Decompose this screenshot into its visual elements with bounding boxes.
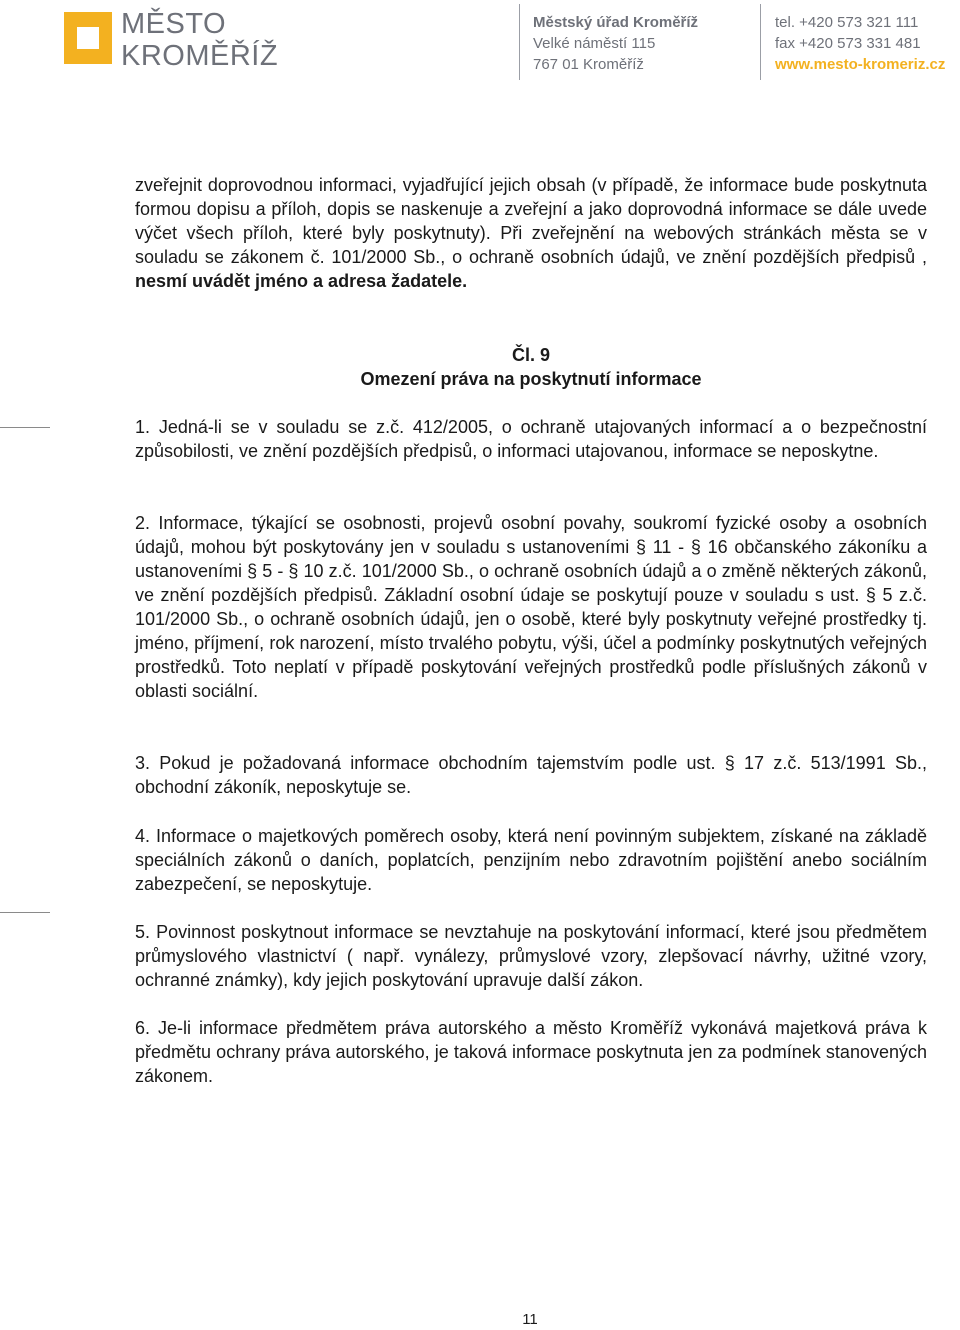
paragraph-3: 3. Pokud je požadovaná informace obchodním tajemstvím podle ust. § 17 z.č. 513/1991 Sb., obchodní zákoník, neposkytuje se. — [135, 753, 927, 797]
intro-paragraph — [135, 173, 927, 293]
phone: tel. +420 573 321 111 — [775, 14, 919, 31]
paragraph-6: 6. Je-li informace předmětem práva autorského a město Kroměříž vykonává majetková práva k předmětu ochrany práva autorského, je taková informace poskytnuta jen za podmínek stanovených zákonem. — [135, 1018, 927, 1086]
article-heading — [135, 343, 927, 391]
article-number: Čl. 9 — [511, 345, 550, 365]
paragraph-5: 5. Povinnost poskytnout informace se nevztahuje na poskytování informací, které jsou předmětem průmyslového vlastnictví ( např. vynálezy, průmyslové vzory, zlepšovací návrhy, užitné vzory, ochranné známky), kdy jejich poskytování upravuje další zákon. — [135, 922, 927, 990]
margin-rule — [0, 427, 50, 428]
office-contact — [775, 12, 945, 75]
brand-line-1: MĚSTO — [121, 8, 227, 40]
article-title: Omezení práva na poskytnutí informace — [360, 369, 702, 389]
fax: fax +420 573 331 481 — [775, 35, 921, 52]
paragraph-2: 2. Informace, týkající se osobnosti, projevů osobní povahy, soukromí fyzické osoby a osobních údajů, mohou být poskytovány jen v souladu s ustanoveními § 11 - § 16 občanského zákoníku a ustanoveními § 5 - § 10 z.č. 101/2000 Sb., o ochraně osobních údajů a o změně některých zákonů, ve znění pozdějších předpisů. Základní osobní údaje se poskytují pouze v souladu s ust. § 5 z.č. 101/2000 Sb., o ochraně osobních údajů, jen o osobě, které byly poskytnuty veřejné prostředky tj. jméno, příjmení, rok narození, místo trvalého pobytu, výši, účel a podmínky poskytnutých veřejných prostředků. Toto neplatí v případě poskytování veřejných prostředků podle příslušných zákonů v oblasti sociální. — [135, 513, 927, 701]
margin-rule — [0, 912, 50, 913]
intro-text: zveřejnit doprovodnou informaci, vyjadřující jejich obsah (v případě, že informace bude poskytnuta formou dopisu a příloh, dopis se naskenuje a zveřejní a jako doprovodná informace se dále uvede výčet všech příloh, které byly poskytnuty). Při zveřejnění na webových stránkách města se v souladu se zákonem č. 101/2000 Sb., o ochraně osobních údajů, ve znění pozdějších předpisů , — [135, 175, 927, 267]
header-divider — [519, 4, 520, 80]
brand-line-2: KROMĚŘÍŽ — [121, 40, 279, 72]
paragraph-1: 1. Jedná-li se v souladu se z.č. 412/2005, o ochraně utajovaných informací a o bezpečnostní způsobilosti, ve znění pozdějších předpisů, o informaci utajovanou, informace se neposkytne. — [135, 417, 927, 461]
page-header — [0, 0, 960, 90]
paragraph-4: 4. Informace o majetkových poměrech osoby, která není povinným subjektem, získané na základě speciálních zákonů o daních, poplatcích, penzijním nebo zdravotním pojištění anebo sociálním zabezpečení, se neposkytuje. — [135, 826, 927, 894]
header-divider — [760, 4, 761, 80]
city-logo-icon — [64, 12, 112, 64]
page-number: 11 — [522, 1311, 538, 1328]
office-name: Městský úřad Kroměříž — [533, 14, 699, 31]
office-address — [533, 12, 698, 75]
brand-name — [121, 8, 278, 72]
office-street: Velké náměstí 115 — [533, 35, 656, 52]
intro-bold-text: nesmí uvádět jméno a adresa žadatele. — [135, 271, 468, 291]
office-city: 767 01 Kroměříž — [533, 56, 644, 73]
website-link[interactable]: www.mesto-kromeriz.cz — [775, 56, 946, 73]
